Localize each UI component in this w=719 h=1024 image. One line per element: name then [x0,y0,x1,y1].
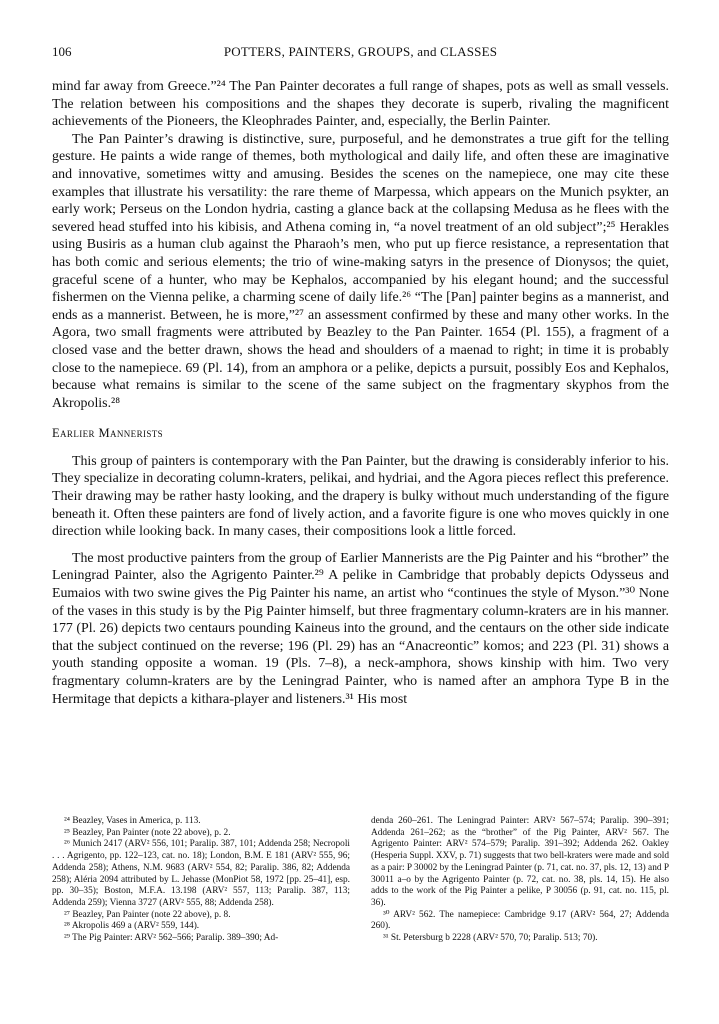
footnote-29: ²⁹ The Pig Painter: ARV² 562–566; Paralip. 389–390; Ad- [64,933,279,944]
paragraph-1: mind far away from Greece.”²⁴ The Pan Painter decorates a full range of shapes, pots as well as small vessels. The relation between his compositions and the shapes they decorate is superb, rivaling the magnificent achievements of the Pioneers, the Kleophrades Painter, and, especially, the Berlin Painter. [52,79,669,130]
footnote-24: ²⁴ Beazley, Vases in America, p. 113. [64,816,201,826]
running-head [52,44,669,64]
paragraph-3: This group of painters is contemporary with the Pan Painter, but the drawing is considerably inferior to his. They specialize in decorating column-kraters, pelikai, and hydriai, and the Agora pieces reflect this preference. Their drawing may be rather hasty looking, and the drapery is bulky without much understanding of the figure beneath it. Often these painters are fond of lively action, and a favorite figure is one who moves quickly in one direction while looking back. In many cases, their compositions look a little forced. [52,453,669,540]
footnotes-right-column [371,816,669,945]
footnote-27: ²⁷ Beazley, Pan Painter (note 22 above), p. 8. [64,909,231,920]
footnote-26: ²⁶ Munich 2417 (ARV² 556, 101; Paralip. 387, 101; Addenda 258; Necropoli . . . Agrigento, pp. 122–123, cat. no. 18); London, B.M. E 181 (ARV² 555, 96; Addenda 258); Athens, N.M. 9683 (ARV² 554, 82; Paralip. 386, 82; Addenda 258); Aléria 2094 attributed by L. Jehasse (MonPiot 58, 1972 [pp. 25–41], esp. pp. 30–35); Boston, M.F.A. 13.198 (ARV² 557, 113; Paralip. 387, 113; Addenda 259); Vienna 3727 (ARV² 555, 88; Addenda 258). [52,839,350,908]
running-title: POTTERS, PAINTERS, GROUPS, and CLASSES [223,44,498,59]
footnotes [52,816,669,945]
section-heading: Earlier Mannerists [52,426,164,441]
footnote-31: ³¹ St. Petersburg b 2228 (ARV² 570, 70; Paralip. 513; 70). [383,933,598,944]
paragraph-2: The Pan Painter’s drawing is distinctive, sure, purposeful, and he demonstrates a true gift for the telling gesture. He paints a wide range of themes, both mythological and daily life, and often these are imaginative and innovative, sometimes witty and amusing. Besides the scenes on the namepiece, one may cite these examples that illustrate his versatility: the rare theme of Marpessa, which appears on the Munich psykter, an early work; Perseus on the London hydria, casting a glance back at the collapsing Medusa as he flees with the severed head stuffed into his kibisis, and Athena coming in, “a novel treatment of an old subject”;²⁵ Herakles using Busiris as a human club against the Pharaoh’s men, who put up fierce resistance, a representation that has both comic and serious elements; the trio of wine-making satyrs in the presence of Dionysos; the quiet, graceful scene of a hunter, who may be Kephalos, accompanied by his elegant hound; and the successful fishermen on the Vienna pelike, a charming scene of daily life.²⁶ “The [Pan] painter begins as a mannerist, and ends as a mannerist. Between, he is more,”²⁷ an assessment confirmed by these and many other works. In the Agora, two small fragments were attributed by Beazley to the Pan Painter. 1654 (Pl. 155), a fragment of a closed vase and the better drawn, shows the head and shoulders of a maenad to right; in time it is probably close to the namepiece. 69 (Pl. 14), from an amphora or a pelike, depicts a pursuit, possibly Eos and Kephalos, because what remains is similar to the scene of the same subject on the fragmentary skyphos from the Akropolis.²⁸ [52,131,669,411]
footnote-25: ²⁵ Beazley, Pan Painter (note 22 above), p. 2. [64,827,231,838]
footnote-28: ²⁸ Akropolis 469 a (ARV² 559, 144). [64,921,200,932]
footnotes-left-column [52,816,350,945]
footnote-30: ³⁰ ARV² 562. The namepiece: Cambridge 9.17 (ARV² 564, 27; Addenda 260). [371,909,669,932]
page-number: 106 [52,44,72,59]
footnote-29-continued: denda 260–261. The Leningrad Painter: ARV² 567–574; Paralip. 390–391; Addenda 261–262; as the “brother” of the Pig Painter, ARV² 567. The Agrigento Painter: ARV² 574–579; Paralip. 391–392; Addenda 262. Oakley (Hesperia Suppl. XXV, p. 71) suggests that two bell-kraters were made and sold as a pair: P 30002 by the Leningrad Painter (p. 71, cat. no. 37, pls. 12, 13) and P 30011 a–o by the Agrigento Painter (p. 72, cat. no. 38, pls. 14, 15). He also adds to the work of the Pig Painter a pelike, P 30056 (p. 91, cat. no. 115, pl. 36). [371,816,669,908]
main-text [52,78,669,708]
paragraph-4: The most productive painters from the group of Earlier Mannerists are the Pig Painter and his “brother” the Leningrad Painter, also the Agrigento Painter.²⁹ A pelike in Cambridge that probably depicts Odysseus and Eumaios with two swine gives the Pig Painter his name, an artist who “continues the style of Myson.”³⁰ None of the vases in this study is by the Pig Painter himself, but three fragmentary column-kraters are in his manner. 177 (Pl. 26) depicts two centaurs pounding Kaineus into the ground, and the centaurs on the other side indicate that the subject continued on the reverse; 196 (Pl. 29) has an “Anacreontic” komos; and 223 (Pl. 31) shows a youth standing opposite a woman. 19 (Pls. 7–8), a neck-amphora, shows kinship with him. Two very fragmentary column-kraters are by the Leningrad Painter, who is named after an amphora Type B in the Hermitage that depicts a kithara-player and listeners.³¹ His most [52,550,669,707]
page-body [52,64,669,708]
